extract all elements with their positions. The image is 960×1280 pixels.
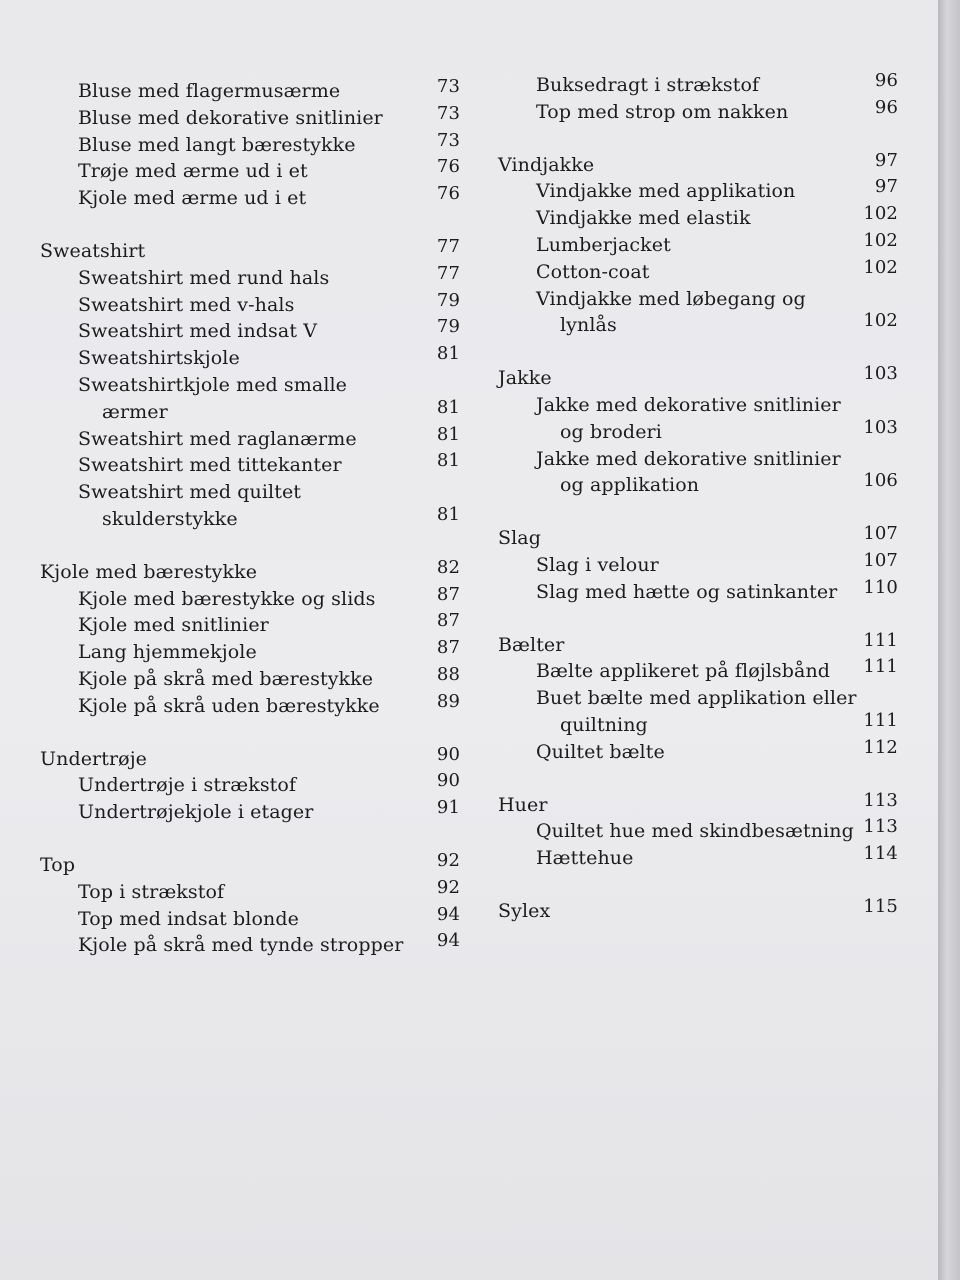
toc-entry-title: Sweatshirt: [40, 239, 146, 262]
toc-entry: [498, 549, 898, 579]
toc-page-number: 81: [436, 343, 460, 365]
toc-page-number: 102: [863, 256, 898, 278]
toc-page-number: 89: [436, 690, 460, 712]
toc-entry: [40, 639, 460, 666]
toc-entry-title: Lang hjemmekjole: [78, 641, 257, 664]
toc-page-number: 97: [874, 149, 898, 171]
toc-entry-title: Top: [40, 853, 76, 876]
toc-entry-title: Slag med hætte og satinkanter: [536, 580, 838, 603]
toc-entry: [498, 525, 898, 552]
toc-entry-title: Sweatshirt med indsat V: [78, 320, 318, 343]
toc-page-number: 81: [436, 396, 460, 418]
toc-entry: [40, 423, 460, 453]
toc-entry: [40, 503, 460, 533]
toc-entry-title: Kjole med bærestykke: [40, 560, 258, 583]
toc-entry: [40, 772, 460, 799]
toc-entry: [498, 895, 898, 925]
toc-entry-title: Vindjakke med elastik: [536, 207, 751, 230]
toc-left-column: [40, 78, 460, 985]
toc-section: [40, 849, 460, 959]
toc-page-number: 87: [436, 637, 460, 659]
toc-page-number: 111: [863, 656, 898, 678]
toc-entry: [498, 629, 898, 659]
toc-section: [498, 149, 898, 340]
toc-entry: [40, 158, 460, 185]
toc-section: [498, 365, 898, 499]
toc-section: [40, 78, 460, 212]
toc-entry: [40, 129, 460, 159]
toc-entry-title: Sweatshirtskjole: [78, 347, 240, 370]
toc-entry: [498, 286, 898, 313]
toc-entry-title: Jakke med dekorative snitlinier: [536, 393, 841, 416]
toc-entry: [498, 416, 898, 446]
toc-entry-title: Undertrøje i strækstof: [78, 774, 297, 797]
toc-entry-title: Jakke med dekorative snitlinier: [536, 447, 841, 470]
toc-entry-title: Slag i velour: [536, 553, 659, 576]
toc-page-number: 112: [863, 736, 898, 758]
toc-page-number: 73: [436, 129, 460, 151]
toc-page-number: 81: [436, 423, 460, 445]
toc-entry-title: Top i strækstof: [78, 880, 225, 903]
toc-page-number: 90: [436, 770, 460, 792]
toc-page-number: 81: [436, 503, 460, 525]
toc-section: [40, 743, 460, 826]
toc-entry: [40, 78, 460, 105]
page-edge: [938, 0, 960, 1280]
toc-page-number: 107: [863, 549, 898, 571]
toc-page-number: 110: [863, 576, 898, 598]
toc-entry: [498, 709, 898, 739]
toc-entry: [40, 479, 460, 506]
toc-page-number: 111: [863, 709, 898, 731]
toc-section: [498, 72, 898, 126]
toc-entry-title: Sweatshirt med tittekanter: [78, 454, 342, 477]
toc-entry-title: Sweatshirt med quiltet: [78, 481, 302, 504]
toc-page-number: 88: [436, 663, 460, 685]
toc-page-number: 77: [436, 235, 460, 257]
toc-page-number: 97: [874, 176, 898, 198]
toc-entry: [40, 849, 460, 879]
toc-entry: [40, 235, 460, 265]
toc-entry-title: skulderstykke: [102, 507, 238, 530]
toc-entry-title: Sylex: [498, 899, 551, 922]
toc-page-number: 81: [436, 450, 460, 472]
toc-page-number: 73: [436, 76, 460, 97]
toc-page-number: 79: [436, 289, 460, 311]
toc-entry-title: Kjole med snitlinier: [78, 614, 269, 637]
toc-entry-title: Quiltet hue med skindbesætning: [536, 820, 854, 843]
toc-entry-title: Buet bælte med applikation eller: [536, 687, 857, 710]
toc-entry-title: Bælte applikeret på fløjlsbånd: [536, 660, 831, 683]
toc-entry: [498, 178, 898, 205]
toc-entry-title: Bluse med dekorative snitlinier: [78, 106, 383, 129]
toc-entry-title: og applikation: [560, 474, 700, 497]
toc-page-number: 107: [863, 523, 898, 545]
toc-entry: [40, 612, 460, 639]
toc-entry: [498, 392, 898, 419]
toc-entry: [498, 685, 898, 712]
toc-entry: [498, 736, 898, 766]
toc-entry: [498, 72, 898, 99]
toc-entry: [498, 472, 898, 499]
toc-entry: [498, 229, 898, 259]
toc-page-number: 92: [436, 849, 460, 871]
toc-entry: [40, 102, 460, 132]
toc-entry: [40, 396, 460, 426]
toc-entry: [40, 690, 460, 720]
toc-entry: [40, 743, 460, 773]
toc-entry: [40, 289, 460, 319]
toc-entry-title: Kjole på skrå med tynde stropper: [78, 934, 404, 957]
toc-entry-title: Bluse med flagermusærme: [78, 80, 341, 102]
toc-page-number: 106: [863, 470, 898, 492]
toc-entry-title: quiltning: [560, 713, 648, 736]
toc-section: [40, 556, 460, 720]
toc-entry: [40, 185, 460, 212]
toc-entry: [40, 345, 460, 372]
toc-entry-title: Sweatshirt med rund hals: [78, 266, 330, 289]
toc-entry-title: Kjole med bærestykke og slids: [78, 587, 376, 610]
toc-entry-title: Vindjakke: [498, 153, 595, 176]
toc-entry: [498, 365, 898, 392]
toc-page-number: 76: [436, 156, 460, 178]
toc-entry: [498, 446, 898, 473]
toc-entry: [40, 932, 460, 959]
toc-entry-title: Trøje med ærme ud i et: [78, 160, 308, 183]
toc-entry-title: Sweatshirtkjole med smalle: [78, 373, 348, 396]
toc-page-number: 102: [863, 203, 898, 225]
toc-entry-title: og broderi: [560, 420, 662, 443]
toc-page-number: 77: [436, 262, 460, 284]
toc-entry-title: Undertrøjekjole i etager: [78, 801, 314, 824]
toc-entry: [498, 312, 898, 339]
toc-entry: [40, 262, 460, 292]
toc-entry: [498, 205, 898, 232]
toc-entry-title: Vindjakke med løbegang og: [536, 287, 806, 310]
toc-entry: [40, 583, 460, 613]
toc-entry: [40, 663, 460, 693]
toc-entry-title: Bælter: [498, 633, 565, 656]
toc-page-number: 96: [874, 70, 898, 91]
toc-page-number: 76: [436, 183, 460, 205]
toc-page-number: 96: [874, 96, 898, 118]
toc-page-number: 91: [436, 797, 460, 819]
toc-entry: [40, 452, 460, 479]
toc-entry: [498, 96, 898, 126]
toc-entry-title: Top med strop om nakken: [536, 100, 789, 123]
toc-section: [498, 895, 898, 925]
toc-page-number: 79: [436, 316, 460, 338]
toc-entry-title: Cotton-coat: [536, 260, 650, 283]
toc-entry: [498, 658, 898, 685]
toc-entry-title: Undertrøje: [40, 747, 148, 770]
toc-page-number: 82: [436, 556, 460, 578]
toc-page-number: 102: [863, 310, 898, 332]
toc-entry-title: Jakke: [498, 367, 552, 390]
toc-entry-title: Kjole med ærme ud i et: [78, 187, 307, 210]
toc-entry-title: ærmer: [102, 400, 168, 423]
toc-page-number: 94: [436, 930, 460, 952]
toc-entry-title: Sweatshirt med raglanærme: [78, 427, 357, 450]
toc-section: [498, 789, 898, 872]
toc-section: [40, 235, 460, 533]
toc-entry: [498, 149, 898, 179]
toc-page-number: 113: [863, 816, 898, 838]
toc-entry-title: Top med indsat blonde: [78, 907, 299, 930]
toc-entry: [498, 845, 898, 872]
toc-page-number: 111: [863, 629, 898, 651]
toc-entry-title: Kjole på skrå uden bærestykke: [78, 694, 380, 717]
toc-entry: [498, 256, 898, 286]
toc-section: [498, 629, 898, 766]
toc-entry-title: Bluse med langt bærestykke: [78, 133, 356, 156]
toc-page-number: 113: [863, 789, 898, 811]
toc-entry-title: Slag: [498, 527, 541, 550]
toc-page-number: 94: [436, 903, 460, 925]
toc-entry-title: Huer: [498, 793, 548, 816]
toc-entry-title: Buksedragt i strækstof: [536, 74, 760, 96]
toc-entry-title: lynlås: [560, 314, 617, 337]
toc-page-number: 90: [436, 743, 460, 765]
toc-section: [498, 525, 898, 605]
toc-entry: [498, 818, 898, 845]
toc-right-column: [498, 72, 898, 951]
toc-entry-title: Hættehue: [536, 847, 634, 870]
toc-page-number: 102: [863, 229, 898, 251]
toc-entry: [40, 556, 460, 586]
toc-entry-title: Sweatshirt med v-hals: [78, 293, 295, 316]
toc-entry: [498, 789, 898, 819]
toc-entry: [40, 799, 460, 826]
toc-entry: [40, 876, 460, 906]
toc-page-number: 115: [863, 895, 898, 917]
toc-page-number: 87: [436, 583, 460, 605]
toc-entry-title: Vindjakke med applikation: [536, 180, 796, 203]
toc-page-number: 103: [863, 363, 898, 385]
toc-page-number: 87: [436, 610, 460, 632]
toc-entry-title: Lumberjacket: [536, 233, 671, 256]
toc-entry: [498, 576, 898, 606]
toc-entry: [40, 318, 460, 345]
toc-page-number: 73: [436, 102, 460, 124]
toc-page-number: 114: [863, 843, 898, 865]
toc-entry-title: Kjole på skrå med bærestykke: [78, 667, 374, 690]
toc-entry: [40, 903, 460, 933]
toc-entry: [40, 372, 460, 399]
toc-entry-title: Quiltet bælte: [536, 740, 665, 763]
toc-page-number: 103: [863, 416, 898, 438]
toc-page-number: 92: [436, 876, 460, 898]
